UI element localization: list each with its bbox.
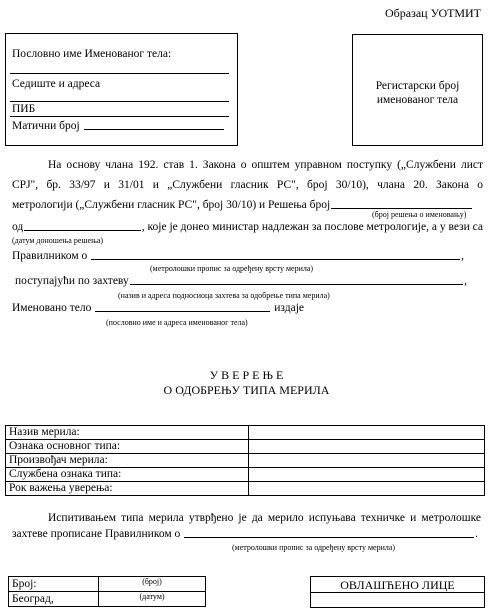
request-line xyxy=(15,274,467,288)
table-row xyxy=(6,468,485,482)
issuer-address-label: Седиште и адреса xyxy=(12,78,101,90)
footer-number-hint: (број) xyxy=(99,577,206,592)
issuer-reg-number-label: Матични број xyxy=(12,120,80,132)
preamble-line4-suffix: , које је донео министар надлежан за послове метрологије, а у вези са xyxy=(141,221,483,233)
detail-label-name: Назив мерила: xyxy=(6,426,249,440)
body-blank xyxy=(95,311,270,312)
conclusion-hint: (метролошки пропис за одређену врсту мерила) xyxy=(232,543,396,552)
signatory-label: ОВЛАШЋЕНО ЛИЦЕ xyxy=(340,578,455,592)
registry-label-line1: Регистарски број xyxy=(375,80,460,92)
body-hint: (пословно име и адреса именованог тела) xyxy=(106,318,248,327)
request-prefix: поступајући по захтеву xyxy=(15,275,129,287)
signatory-divider xyxy=(310,592,485,593)
footer-number-label: Број: xyxy=(9,577,99,592)
request-blank xyxy=(130,284,463,285)
table-row xyxy=(6,454,485,468)
issuer-address-line xyxy=(10,101,229,102)
issuer-reg-number-line xyxy=(84,129,224,130)
detail-value-name xyxy=(249,426,485,440)
detail-value-validity xyxy=(249,482,485,496)
rulebook-line xyxy=(12,249,464,263)
table-row xyxy=(6,482,485,496)
detail-label-base-type: Ознака основног типа: xyxy=(6,440,249,454)
footer-date-hint: (датум) xyxy=(99,592,206,607)
request-suffix: , xyxy=(464,275,467,287)
rulebook-blank xyxy=(91,259,460,260)
rulebook-suffix: , xyxy=(461,250,464,262)
rulebook-prefix: Правилником о xyxy=(12,250,88,262)
table-row xyxy=(6,440,485,454)
registry-label-line2: именованог тела xyxy=(376,94,459,106)
detail-value-base-type xyxy=(249,440,485,454)
preamble-line4-prefix: од xyxy=(12,221,24,233)
issuer-reg-number-row xyxy=(12,119,225,133)
detail-label-validity: Рок важења уверења: xyxy=(6,482,249,496)
table-row xyxy=(6,426,485,440)
detail-value-official-mark xyxy=(249,468,485,482)
detail-label-manufacturer: Произвођач мерила: xyxy=(6,454,249,468)
rulebook-hint: (метролошки пропис за одређену врсту мерила) xyxy=(150,264,314,273)
conclusion-line1: Испитивањем типа мерила утврђено је да мерило испуњава техничке и метролошке xyxy=(48,512,481,524)
decision-date-hint: (датум доношења решења) xyxy=(12,236,104,245)
footer-number-date-table xyxy=(8,576,206,607)
conclusion-rulebook-blank xyxy=(184,537,474,538)
preamble-line2: СРЈ", бр. 33/97 и 31/01 и „Службени гласник РС", број 30/10), члана 20. Закона о xyxy=(12,179,483,191)
body-prefix: Именовано тело xyxy=(12,302,92,314)
certificate-title: У В Е Р Е Њ Е xyxy=(209,368,284,382)
preamble-line4 xyxy=(12,220,483,234)
conclusion-line2 xyxy=(12,527,478,541)
request-hint: (назив и адреса подносиоца захтева за одобрење типа мерила) xyxy=(118,291,330,300)
body-line xyxy=(12,301,304,315)
certificate-subtitle: О ОДОБРЕЊУ ТИПА МЕРИЛА xyxy=(163,383,330,397)
body-suffix: издаје xyxy=(274,302,304,314)
detail-value-manufacturer xyxy=(249,454,485,468)
issuer-name-line xyxy=(10,73,229,74)
preamble-line3-text: метрологији („Службени гласник РС", број 30/10) и Решења број xyxy=(12,199,331,211)
detail-label-official-mark: Службена ознака типа: xyxy=(6,468,249,482)
table-row xyxy=(9,577,206,592)
conclusion-line2-prefix: захтеве прописане Правилником о xyxy=(12,528,181,540)
conclusion-line2-suffix: . xyxy=(475,528,478,540)
issuer-pib-label: ПИБ xyxy=(12,103,36,115)
issuer-pib-line xyxy=(10,116,229,117)
footer-place-label: Београд, xyxy=(9,592,99,607)
decision-date-blank xyxy=(24,230,141,231)
issuer-name-label: Пословно име Именованог тела: xyxy=(12,48,172,60)
form-code: Образац УОТМИТ xyxy=(385,6,481,20)
preamble-line1: На основу члана 192. став 1. Закона о општем управном поступку („Службени лист xyxy=(48,159,483,171)
decision-number-hint: (број решења о именовању) xyxy=(372,210,467,219)
decision-number-blank xyxy=(331,208,472,209)
table-row xyxy=(9,592,206,607)
details-table xyxy=(5,425,485,496)
